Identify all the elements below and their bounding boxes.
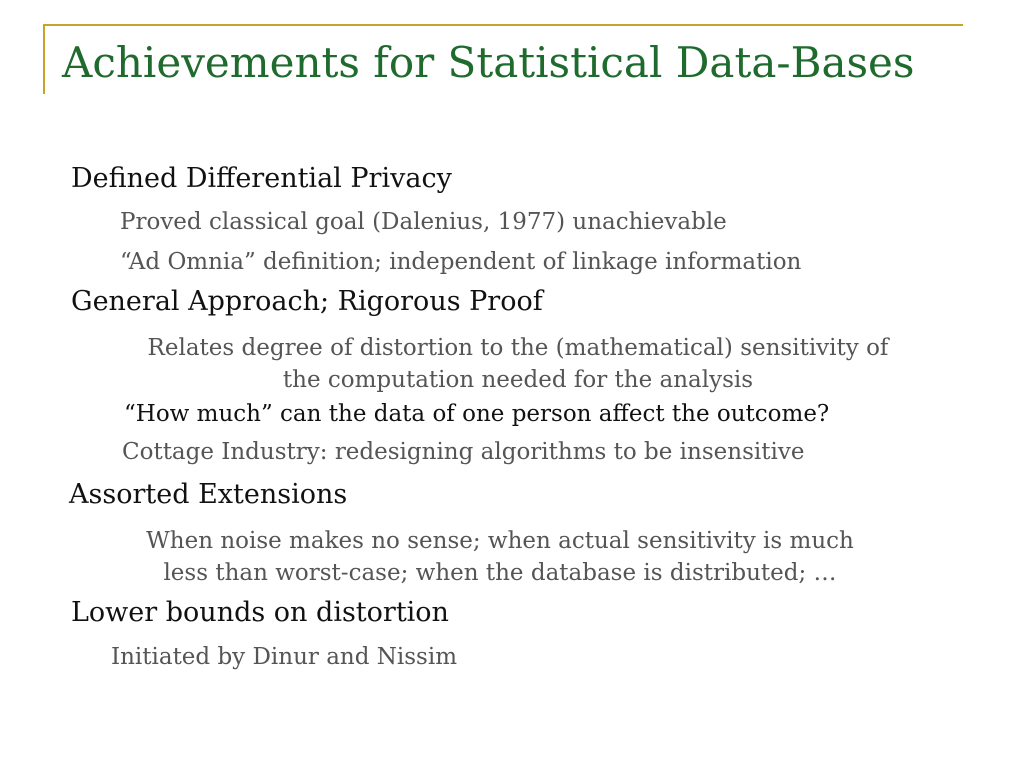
- heading-assorted-extensions: Assorted Extensions: [69, 479, 348, 510]
- subitem-sensitivity-line1: Relates degree of distortion to the (mathematical) sensitivity of: [147, 335, 889, 361]
- subitem-noise: [100, 525, 900, 589]
- frame-top-rule: [43, 24, 963, 26]
- slide-title: Achievements for Statistical Data-Bases: [62, 38, 915, 87]
- heading-lower-bounds: Lower bounds on distortion: [71, 597, 449, 628]
- subitem-ad-omnia: “Ad Omnia” definition; independent of linkage information: [120, 249, 802, 275]
- subitem-dalenius: Proved classical goal (Dalenius, 1977) unachievable: [120, 209, 727, 235]
- frame-left-rule: [43, 24, 45, 94]
- subitem-noise-line1: When noise makes no sense; when actual sensitivity is much: [146, 528, 854, 554]
- subitem-dinur-nissim: Initiated by Dinur and Nissim: [111, 644, 458, 670]
- heading-general-approach: General Approach; Rigorous Proof: [71, 286, 543, 317]
- heading-defined-differential-privacy: Defined Differential Privacy: [71, 163, 452, 194]
- subitem-sensitivity-line2: the computation needed for the analysis: [282, 367, 754, 393]
- subitem-how-much: “How much” can the data of one person affect the outcome?: [124, 401, 830, 427]
- subitem-sensitivity: [118, 332, 918, 396]
- subitem-cottage-industry: Cottage Industry: redesigning algorithms to be insensitive: [122, 439, 805, 465]
- subitem-noise-line2: less than worst-case; when the database is distributed; …: [163, 560, 837, 586]
